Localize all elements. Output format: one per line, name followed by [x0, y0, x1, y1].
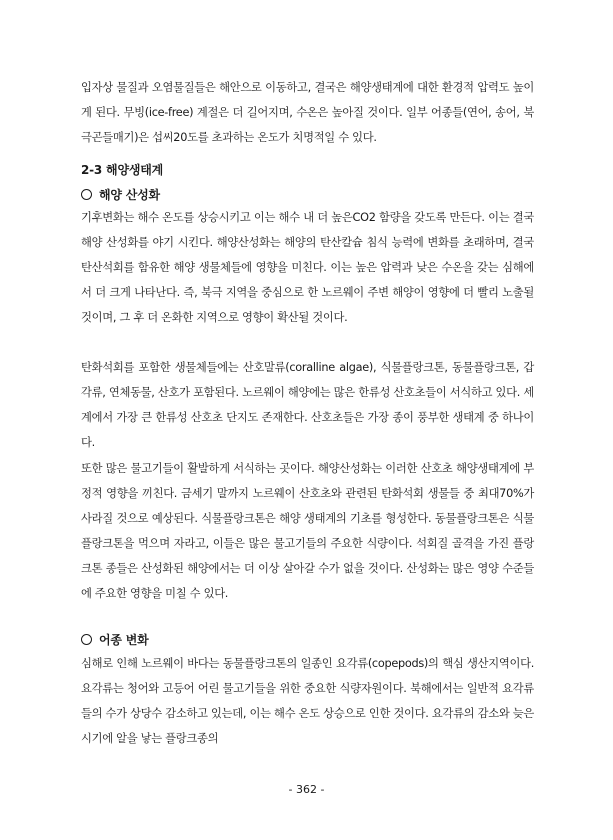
species-change-paragraph: 심해로 인해 노르웨이 바다는 동물플랑크톤의 일종인 요각류(copepods)의 핵심 생산지역이다. 요각류는 청어와 고등어 어린 물고기들을 위한 중요한 식량자원이다. 북해에서는 일반적 요각류들의 수가 상당수 감소하고 있는데, 이는 해수 온도 상승으로 인한 것이다. 요각류의 감소와 늦은 시기에 알을 낳는 플랑크종의 [81, 657, 534, 745]
circle-bullet-icon [81, 634, 92, 645]
acidification-paragraph-3: 또한 많은 물고기들이 활발하게 서식하는 곳이다. 해양산성화는 이러한 산호초 해양생태계에 부정적 영향을 끼친다. 금세기 말까지 노르웨이 산호초와 관련된 탄화석회 생물들 중 최대70%가 사라질 것으로 예상된다. 식물플랑크톤은 해양 생태계의 기초를 형성한다. 동물플랑크톤은 식물플랑크톤을 먹으며 자라고, 이들은 많은 물고기들의 주요한 식량이다. 석회질 골격을 가진 플랑크톤 종들은 산성화된 해양에서는 더 이상 살아갈 수가 없을 것이다. 산성화는 많은 영양 수준들에 주요한 영향을 미칠 수 있다. [81, 462, 534, 600]
subheading-acidification-label: 해양 산성화 [99, 188, 160, 202]
intro-paragraph: 입자상 물질과 오염물질들은 해안으로 이동하고, 결국은 해양생태계에 대한 환경적 압력도 높이게 된다. 무빙(ice-free) 계절은 더 길어지며, 수온은 높아질 것이다. 일부 어종들(연어, 송어, 북극곤들매기)은 섭씨20도를 초과하는 온도가 치명적일 수 있다. [81, 81, 534, 144]
section-heading: 2-3 해양생태계 [81, 163, 164, 177]
acidification-paragraph-1: 기후변화는 해수 온도를 상승시키고 이는 해수 내 더 높은CO2 함량을 갖도록 만든다. 이는 결국 해양 산성화를 야기 시킨다. 해양산성화는 해양의 탄산칼슘 침식 능력에 변화를 초래하며, 결국 탄산석회를 함유한 해양 생물체들에 영향을 미친다. 이는 높은 압력과 낮은 수온을 갖는 심해에서 더 크게 나타난다. 즉, 북극 지역을 중심으로 한 노르웨이 주변 해양이 영향에 더 빨리 노출될 것이며, 그 후 더 온화한 지역으로 영향이 확산될 것이다. [81, 211, 534, 324]
page-number: - 362 - [288, 783, 325, 796]
circle-bullet-icon [81, 189, 92, 200]
subheading-species-change [81, 631, 149, 648]
subheading-acidification [81, 186, 160, 203]
subheading-species-change-label: 어종 변화 [99, 633, 149, 647]
acidification-paragraph-2: 탄화석회를 포함한 생물체들에는 산호말류(coralline algae), 식물플랑크톤, 동물플랑크톤, 갑각류, 연체동물, 산호가 포함된다. 노르웨이 해양에는 많은 한류성 산호초들이 서식하고 있다. 세계에서 가장 큰 한류성 산호초 단지도 존재한다. 산호초들은 가장 종이 풍부한 생태계 중 하나이다. [81, 361, 534, 449]
